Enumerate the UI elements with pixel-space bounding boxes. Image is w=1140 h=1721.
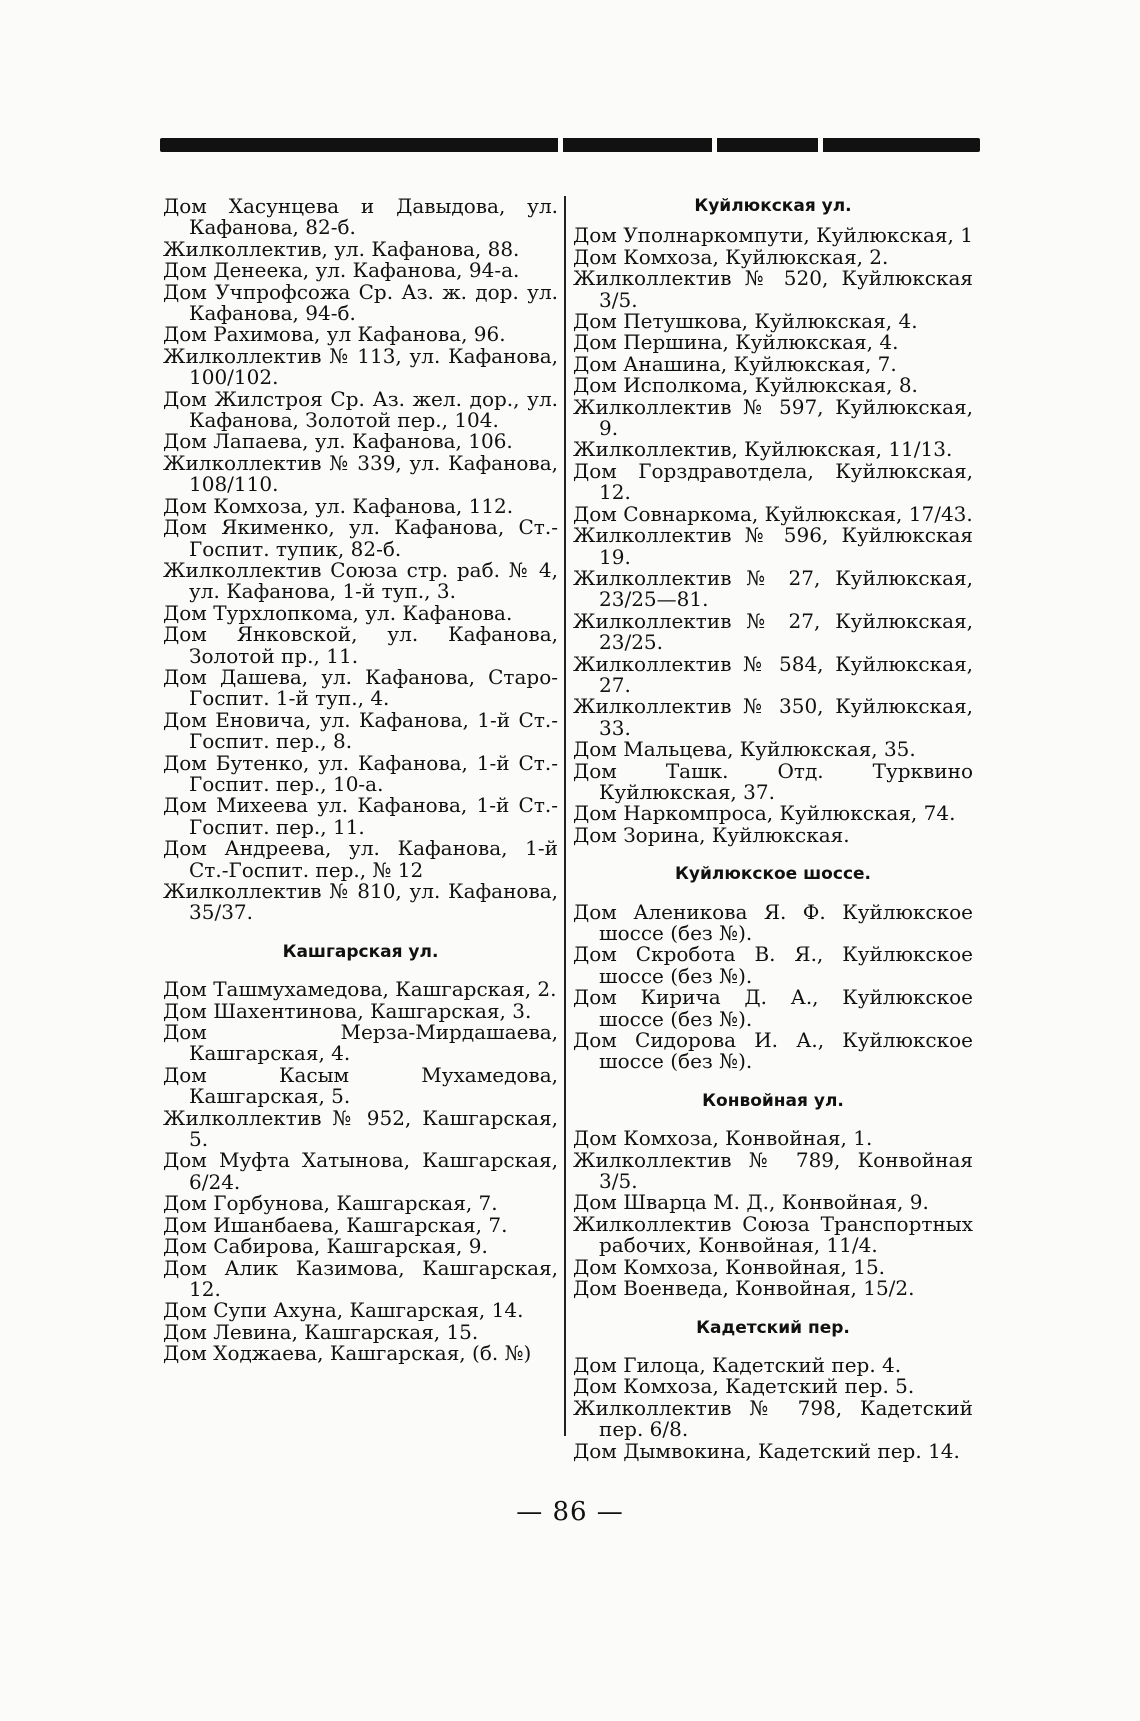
directory-entry: Жилколлектив Союза Транспортных рабочих, Конвойная, 11/4. xyxy=(573,1211,973,1258)
directory-entry: Дом Горбунова, Кашгарская, 7. xyxy=(163,1191,498,1216)
directory-entry: Дом Левина, Кашгарская, 15. xyxy=(163,1319,479,1344)
column-divider xyxy=(564,196,566,1436)
directory-entry: Дом Скробота В. Я., Куйлюкское шоссе (без №). xyxy=(573,942,973,988)
directory-entry: Дом Дашева, ул. Кафанова, Старо-Госпит. 1-й туп., 4. xyxy=(163,664,558,711)
directory-entry: Жилколлектив, Куйлюкская, 11/13. xyxy=(573,437,953,462)
directory-entry: Дом Кирича Д. А., Куйлюкское шоссе (без №). xyxy=(573,985,973,1031)
directory-entry: Дом Шварца М. Д., Конвойная, 9. xyxy=(573,1190,929,1215)
directory-entry: Жилколлектив № 339, ул. Кафанова, 108/110. xyxy=(163,450,558,497)
directory-entry: Дом Ташк. Отд. Турквино Куйлюкская, 37. xyxy=(573,758,973,804)
page-number: — 86 — xyxy=(516,1497,624,1527)
directory-entry: Дом Гилоца, Кадетский пер. 4. xyxy=(573,1352,902,1377)
heading-kuilyukskoe-shosse: Куйлюкское шоссе. xyxy=(674,864,872,885)
directory-entry: Жилколлектив № 113, ул. Кафанова, 100/102. xyxy=(163,343,558,390)
directory-entry: Дом Военведа, Конвойная, 15/2. xyxy=(573,1276,915,1301)
directory-entry: Дом Першина, Куйлюкская, 4. xyxy=(573,330,899,355)
directory-entry: Дом Мерза-Мирдашаева, Кашгарская, 4. xyxy=(163,1020,558,1066)
directory-entry: Жилколлектив Союза стр. раб. № 4, ул. Кафанова, 1-й туп., 3. xyxy=(163,557,558,604)
directory-entry: Жилколлектив, ул. Кафанова, 88. xyxy=(163,236,520,261)
directory-entry: Дом Турхлопкома, ул. Кафанова. xyxy=(163,600,513,625)
directory-entry: Дом Рахимова, ул Кафанова, 96. xyxy=(163,322,506,347)
directory-entry: Дом Зорина, Куйлюкская. xyxy=(573,822,850,847)
directory-entry: Дом Алик Казимова, Кашгарская, 12. xyxy=(163,1255,558,1301)
directory-entry: Дом Наркомпроса, Куйлюкская, 74. xyxy=(573,801,956,826)
directory-entry: Дом Комхоза, Конвойная, 1. xyxy=(573,1126,873,1151)
directory-entry: Дом Комхоза, Кадетский пер. 5. xyxy=(573,1374,915,1399)
directory-entry: Жилколлектив № 789, Конвойная 3/5. xyxy=(573,1147,973,1194)
directory-entry: Дом Учпрофсожа Ср. Аз. ж. дор. ул. Кафанова, 94-б. xyxy=(163,279,558,326)
directory-entry: Дом Ишанбаева, Кашгарская, 7. xyxy=(163,1212,508,1237)
heading-kashgarskaya: Кашгарская ул. xyxy=(282,941,439,962)
directory-entry: Жилколлектив № 596, Куйлюкская 19. xyxy=(573,523,973,569)
directory-entry: Дом Супи Ахуна, Кашгарская, 14. xyxy=(163,1298,524,1323)
heading-kadetskii: Кадетский пер. xyxy=(696,1317,850,1338)
directory-entry: Дом Мальцева, Куйлюкская, 35. xyxy=(573,737,916,762)
left-column xyxy=(163,196,558,1365)
directory-entry: Дом Горздравотдела, Куйлюкская, 12. xyxy=(573,458,973,505)
directory-entry: Жилколлектив № 584, Куйлюкская, 27. xyxy=(573,651,973,697)
directory-entry: Дом Касым Мухамедова, Кашгарская, 5. xyxy=(163,1062,558,1109)
directory-entry: Жилколлектив № 27, Куйлюкская, 23/25—81. xyxy=(573,565,973,612)
directory-entry: Дом Лапаева, ул. Кафанова, 106. xyxy=(163,429,513,454)
top-rule xyxy=(160,138,980,152)
directory-entry: Дом Анашина, Куйлюкская, 7. xyxy=(573,351,897,376)
directory-entry: Дом Андреева, ул. Кафанова, 1-й Ст.-Госпит. пер., № 12 xyxy=(163,836,558,882)
directory-entry: Дом Янковской, ул. Кафанова, Золотой пр., 11. xyxy=(163,622,558,668)
directory-entry: Жилколлектив № 520, Куйлюкская 3/5. xyxy=(573,266,973,312)
directory-entry: Дом Жилстроя Ср. Аз. жел. дор., ул. Кафанова, Золотой пер., 104. xyxy=(163,386,558,433)
konvoinaya-entries xyxy=(573,1128,973,1299)
directory-entry: Жилколлектив № 798, Кадетский пер. 6/8. xyxy=(573,1395,973,1442)
directory-entry: Жилколлектив № 350, Куйлюкская, 33. xyxy=(573,694,973,740)
directory-entry: Дом Сидорова И. А., Куйлюкское шоссе (без №). xyxy=(573,1028,973,1074)
directory-entry: Дом Денеека, ул. Кафанова, 94-а. xyxy=(163,258,520,283)
directory-entry: Дом Комхоза, Конвойная, 15. xyxy=(573,1254,886,1279)
right-column xyxy=(573,196,973,1462)
directory-entry: Дом Хасунцева и Давыдова, ул. Кафанова, 82-б. xyxy=(163,194,558,240)
directory-entry: Дом Ташмухамедова, Кашгарская, 2. xyxy=(163,977,557,1002)
directory-entry: Дом Михеева ул. Кафанова, 1-й Ст.-Госпит. пер., 11. xyxy=(163,793,558,839)
directory-entry: Жилколлектив № 810, ул. Кафанова, 35/37. xyxy=(163,879,558,925)
kuilyukskaya-entries xyxy=(573,225,973,846)
directory-entry: Дом Комхоза, ул. Кафанова, 112. xyxy=(163,493,514,518)
directory-entry: Дом Уполнаркомпути, Куйлюкская, 1 xyxy=(573,223,973,248)
directory-entry: Дом Якименко, ул. Кафанова, Ст.-Госпит. тупик, 82-б. xyxy=(163,515,558,561)
kadetskii-entries xyxy=(573,1352,973,1463)
directory-entry: Дом Муфта Хатынова, Кашгарская, 6/24. xyxy=(163,1148,558,1194)
directory-entry: Дом Еновича, ул. Кафанова, 1-й Ст.-Госпит. пер., 8. xyxy=(163,707,558,754)
directory-entry: Дом Дымвокина, Кадетский пер. 14. xyxy=(573,1438,960,1463)
kafanova-entries xyxy=(163,196,558,924)
directory-entry: Дом Сабирова, Кашгарская, 9. xyxy=(163,1234,488,1259)
directory-entry: Дом Аленикова Я. Ф. Куйлюкское шоссе (без №). xyxy=(573,899,973,945)
directory-entry: Дом Исполкома, Куйлюкская, 8. xyxy=(573,373,918,398)
directory-entry: Дом Ходжаева, Кашгарская, (б. №) xyxy=(163,1341,532,1366)
kuilyukskoe-shosse-entries xyxy=(573,899,973,1074)
directory-entry: Жилколлектив № 27, Куйлюкская, 23/25. xyxy=(573,608,973,655)
directory-entry: Дом Бутенко, ул. Кафанова, 1-й Ст.-Госпит. пер., 10-а. xyxy=(163,750,558,796)
directory-entry: Дом Шахентинова, Кашгарская, 3. xyxy=(163,998,532,1023)
directory-entry: Дом Совнаркома, Куйлюкская, 17/43. xyxy=(573,501,973,526)
directory-entry: Жилколлектив № 952, Кашгарская, 5. xyxy=(163,1105,558,1152)
directory-entry: Дом Комхоза, Куйлюкская, 2. xyxy=(573,244,889,269)
heading-konvoinaya: Конвойная ул. xyxy=(702,1090,844,1111)
heading-kuilyukskaya: Куйлюкская ул. xyxy=(694,196,852,216)
directory-entry: Жилколлектив № 597, Куйлюкская, 9. xyxy=(573,394,973,441)
directory-entry: Дом Петушкова, Куйлюкская, 4. xyxy=(573,309,918,334)
kashgarskaya-entries xyxy=(163,979,558,1364)
